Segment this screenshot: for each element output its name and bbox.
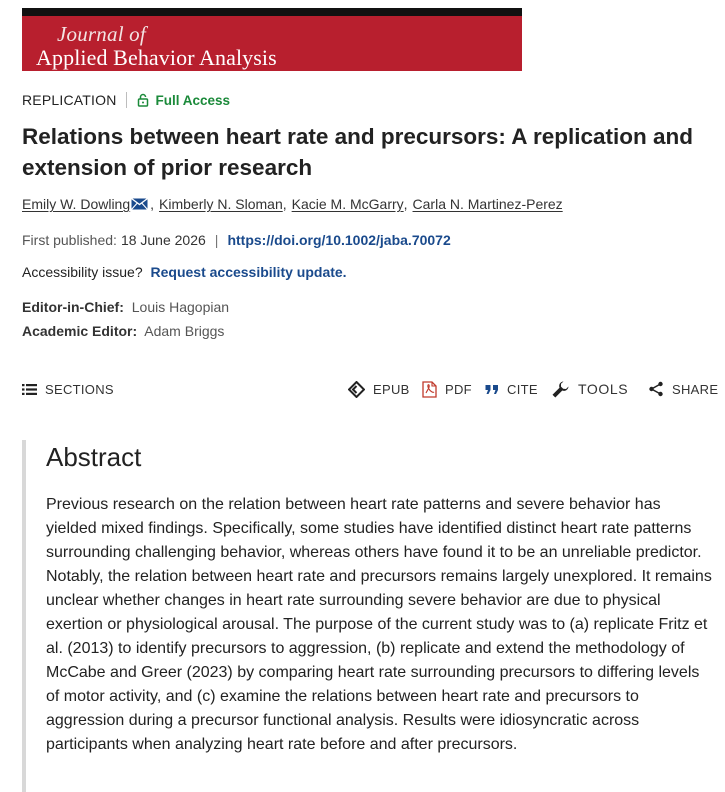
- author-link[interactable]: Emily W. Dowling: [22, 196, 131, 212]
- access-badge: [136, 93, 231, 108]
- access-label: Full Access: [155, 92, 231, 108]
- tools-button[interactable]: [551, 378, 628, 400]
- email-icon[interactable]: [131, 198, 148, 210]
- academic-editor: [22, 323, 224, 339]
- abstract-section: [22, 440, 712, 792]
- accessibility-question: Accessibility issue?: [22, 264, 143, 280]
- author-separator: ,: [150, 196, 155, 212]
- editor-in-chief-label: Editor-in-Chief:: [22, 299, 124, 315]
- academic-editor-name: Adam Briggs: [144, 323, 225, 339]
- journal-name-line2: Applied Behavior Analysis: [36, 45, 277, 70]
- lock-icon: [136, 93, 150, 107]
- academic-editor-label: Academic Editor:: [22, 323, 138, 339]
- accessibility-line: [22, 264, 347, 280]
- first-published-date: 18 June 2026: [120, 232, 206, 248]
- article-type: REPLICATION: [22, 92, 117, 108]
- abstract-heading: Abstract: [46, 442, 142, 472]
- article-meta-row: [22, 92, 230, 108]
- sections-button[interactable]: [22, 378, 114, 400]
- author-separator: ,: [403, 196, 408, 212]
- epub-label: EPUB: [373, 381, 410, 397]
- doi-link[interactable]: https://doi.org/10.1002/jaba.70072: [227, 232, 451, 248]
- sections-label: SECTIONS: [45, 381, 114, 397]
- article-title: Relations between heart rate and precursors: A replication and extension of prior research: [22, 124, 694, 180]
- editor-in-chief-name: Louis Hagopian: [131, 299, 230, 315]
- author-link[interactable]: Carla N. Martinez-Perez: [412, 196, 563, 212]
- journal-banner[interactable]: [22, 8, 522, 71]
- first-published-label: First published:: [22, 232, 117, 248]
- wrench-icon: [551, 380, 570, 399]
- author-link[interactable]: Kimberly N. Sloman: [159, 196, 283, 212]
- pubinfo-divider: |: [214, 232, 219, 248]
- meta-divider: [126, 92, 127, 108]
- journal-name-line1: Journal of: [57, 22, 146, 46]
- request-accessibility-link[interactable]: Request accessibility update.: [150, 264, 347, 280]
- author-link[interactable]: Kacie M. McGarry: [291, 196, 404, 212]
- epub-icon: [348, 381, 365, 398]
- pdf-button[interactable]: [422, 378, 472, 400]
- quote-icon: [485, 384, 499, 395]
- publication-info: [22, 232, 451, 248]
- pdf-icon: [422, 381, 437, 398]
- share-icon: [648, 381, 664, 397]
- tools-label: TOOLS: [578, 381, 629, 397]
- pdf-label: PDF: [445, 381, 472, 397]
- cite-label: CITE: [507, 381, 538, 397]
- author-list: [22, 196, 563, 212]
- share-button[interactable]: [648, 378, 718, 400]
- list-icon: [22, 383, 37, 396]
- editor-in-chief: [22, 299, 229, 315]
- share-label: SHARE: [672, 381, 719, 397]
- abstract-text: Previous research on the relation between heart rate patterns and severe behavior has yielded mixed findings. Specifically, some studies have identified distinct heart rate patterns surrounding challenging behavior, whereas others have found it to be an unreliable predictor. Notably, the relation between heart rate and precursors remains largely unexplored. It remains unclear whether changes in heart rate surrounding severe behavior are due to physical exertion or physiological arousal. The purpose of the current study was to (a) replicate Fritz et al. (2013) to identify precursors to aggression, (b) replicate and extend the methodology of McCabe and Greer (2023) by comparing heart rate surrounding precursors to differing levels of motor activity, and (c) examine the relations between heart rate and precursors to aggression during a precursor functional analysis. Results were idiosyncratic across participants when analyzing heart rate before and after precursors.: [46, 496, 712, 753]
- article-toolbar: [22, 378, 719, 400]
- cite-button[interactable]: [485, 378, 538, 400]
- epub-button[interactable]: [348, 378, 410, 400]
- author-separator: ,: [282, 196, 287, 212]
